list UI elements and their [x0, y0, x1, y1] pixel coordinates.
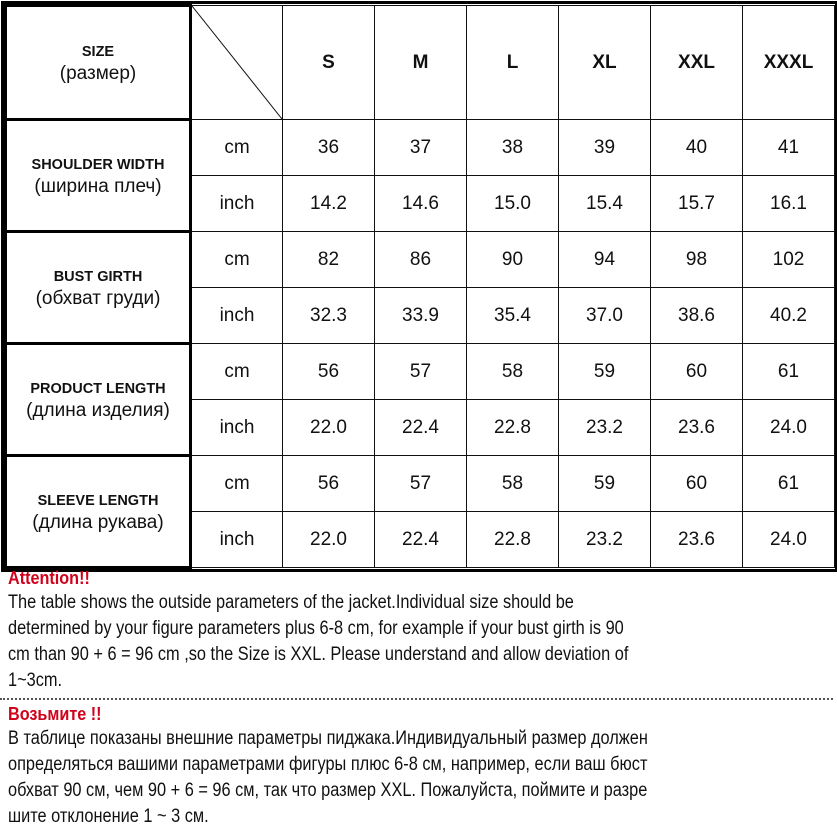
value-cell: 23.6: [651, 400, 743, 456]
value-cell: 24.0: [743, 512, 835, 568]
value-cell: 57: [375, 344, 467, 400]
dotted-divider: [0, 698, 833, 700]
value-cell: 22.8: [467, 400, 559, 456]
russian-note: [8, 726, 833, 830]
unit-cell: cm: [191, 232, 283, 288]
unit-cell: cm: [191, 344, 283, 400]
value-cell: 23.2: [559, 400, 651, 456]
value-cell: 15.7: [651, 176, 743, 232]
value-cell: 39: [559, 120, 651, 176]
value-cell: 37.0: [559, 288, 651, 344]
measure-subtitle: (длина рукава): [32, 511, 164, 533]
value-cell: 86: [375, 232, 467, 288]
note-line: determined by your figure parameters plus 6-8 cm, for example if your bust girth is 90: [8, 618, 624, 639]
measure-title: SLEEVE LENGTH: [37, 492, 159, 509]
value-cell: 22.0: [283, 400, 375, 456]
value-cell: 41: [743, 120, 835, 176]
measure-subtitle: (длина изделия): [26, 399, 170, 421]
diagonal-cell: [191, 6, 283, 120]
value-cell: 32.3: [283, 288, 375, 344]
unit-cell: cm: [191, 120, 283, 176]
value-cell: 22.8: [467, 512, 559, 568]
notes-section: [8, 566, 833, 830]
value-cell: 23.6: [651, 512, 743, 568]
size-header-m: M: [375, 6, 467, 120]
note-line: 1~3cm.: [8, 670, 63, 691]
value-cell: 60: [651, 456, 743, 512]
value-cell: 22.4: [375, 512, 467, 568]
table-row: [6, 456, 835, 512]
value-cell: 98: [651, 232, 743, 288]
value-cell: 14.6: [375, 176, 467, 232]
value-cell: 40: [651, 120, 743, 176]
value-cell: 23.2: [559, 512, 651, 568]
value-cell: 38: [467, 120, 559, 176]
size-header-xl: XL: [559, 6, 651, 120]
measure-label-cell: [6, 120, 191, 232]
note-line: обхват 90 см, чем 90 + 6 = 96 см, так что размер XXL. Пожалуйста, поймите и разре: [8, 780, 648, 801]
size-label-cell: [6, 6, 191, 120]
value-cell: 56: [283, 344, 375, 400]
value-cell: 15.4: [559, 176, 651, 232]
value-cell: 58: [467, 344, 559, 400]
value-cell: 33.9: [375, 288, 467, 344]
note-line: шите отклонение 1 ~ 3 см.: [8, 806, 209, 827]
value-cell: 15.0: [467, 176, 559, 232]
value-cell: 82: [283, 232, 375, 288]
value-cell: 24.0: [743, 400, 835, 456]
russian-attention-title: Возьмите !!: [8, 704, 102, 724]
measure-title: BUST GIRTH: [53, 268, 143, 285]
value-cell: 16.1: [743, 176, 835, 232]
table-row: [6, 120, 835, 176]
unit-cell: inch: [191, 400, 283, 456]
size-header-l: L: [467, 6, 559, 120]
english-note: [8, 590, 833, 694]
size-title: SIZE: [81, 43, 115, 60]
value-cell: 36: [283, 120, 375, 176]
unit-cell: inch: [191, 288, 283, 344]
unit-cell: inch: [191, 176, 283, 232]
value-cell: 94: [559, 232, 651, 288]
value-cell: 37: [375, 120, 467, 176]
value-cell: 35.4: [467, 288, 559, 344]
value-cell: 59: [559, 456, 651, 512]
note-line: cm than 90 + 6 = 96 cm ,so the Size is XXL. Please understand and allow deviation of: [8, 644, 629, 665]
measure-label-cell: [6, 344, 191, 456]
measure-label-cell: [6, 456, 191, 568]
value-cell: 22.0: [283, 512, 375, 568]
size-header-xxl: XXL: [651, 6, 743, 120]
value-cell: 61: [743, 344, 835, 400]
measure-label-cell: [6, 232, 191, 344]
note-line: The table shows the outside parameters of the jacket.Individual size should be: [8, 592, 574, 613]
value-cell: 60: [651, 344, 743, 400]
measure-title: SHOULDER WIDTH: [31, 156, 165, 173]
size-header-s: S: [283, 6, 375, 120]
value-cell: 102: [743, 232, 835, 288]
value-cell: 57: [375, 456, 467, 512]
unit-cell: inch: [191, 512, 283, 568]
value-cell: 40.2: [743, 288, 835, 344]
note-line: определяться вашими параметрами фигуры плюс 6-8 см, например, если ваш бюст: [8, 754, 648, 775]
size-subtitle: (размер): [59, 62, 137, 84]
header-row: [6, 6, 835, 120]
size-chart-table: [4, 4, 835, 569]
note-line: В таблице показаны внешние параметры пиджака.Индивидуальный размер должен: [8, 728, 648, 749]
value-cell: 90: [467, 232, 559, 288]
table-row: [6, 344, 835, 400]
value-cell: 61: [743, 456, 835, 512]
value-cell: 59: [559, 344, 651, 400]
value-cell: 56: [283, 456, 375, 512]
table-row: [6, 232, 835, 288]
measure-subtitle: (ширина плеч): [34, 175, 162, 197]
value-cell: 22.4: [375, 400, 467, 456]
value-cell: 58: [467, 456, 559, 512]
measure-subtitle: (обхват груди): [35, 287, 161, 309]
attention-title: Attention!!: [8, 568, 90, 588]
value-cell: 38.6: [651, 288, 743, 344]
value-cell: 14.2: [283, 176, 375, 232]
measure-title: PRODUCT LENGTH: [30, 380, 166, 397]
size-header-xxxl: XXXL: [743, 6, 835, 120]
unit-cell: cm: [191, 456, 283, 512]
diagonal-line: [192, 6, 282, 119]
